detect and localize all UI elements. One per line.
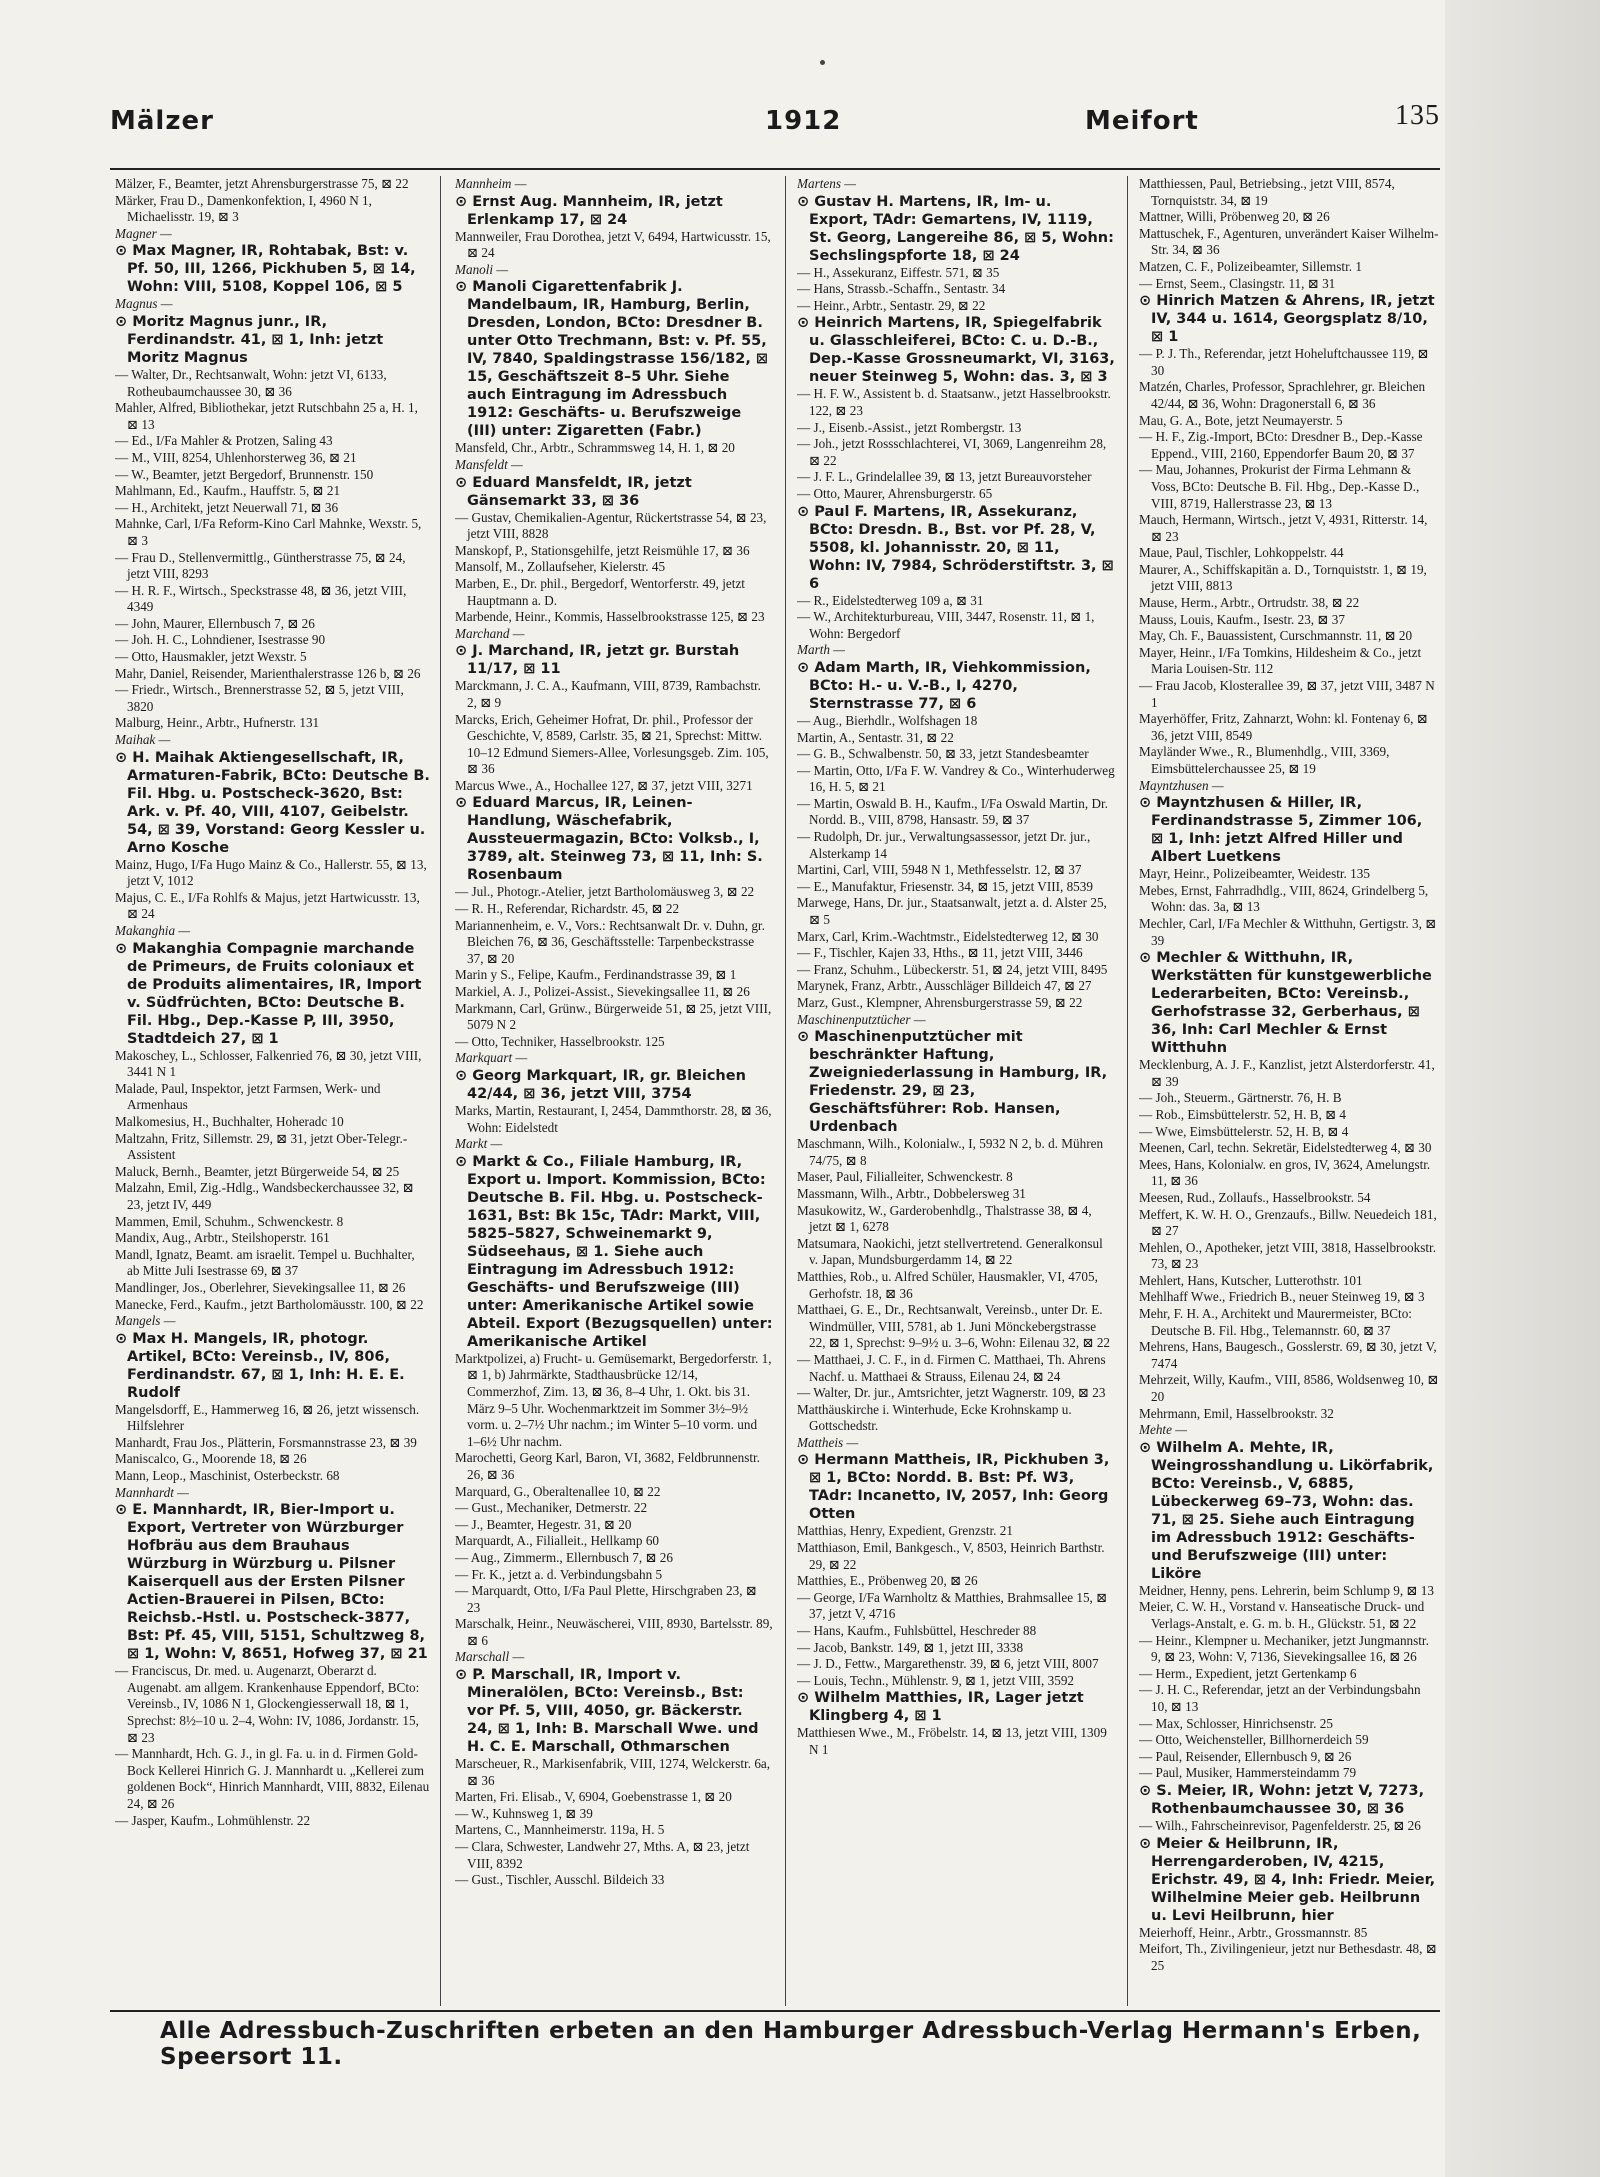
directory-entry: Maschinenputztücher — [797, 1011, 926, 1027]
directory-entry: Mehr, F. H. A., Architekt und Maurermeister, BCto: Deutsche B. Fil. Hbg., Telemannstr. 60, ⊠ 37 [1139, 1306, 1412, 1338]
directory-entry: Manskopf, P., Stationsgehilfe, jetzt Reismühle 17, ⊠ 36 [455, 542, 750, 558]
directory-entry: Matsumara, Naokichi, jetzt stellvertretend. Generalkonsul v. Japan, Mundsburgerdamm 14, ⊠ 22 [797, 1235, 1103, 1268]
directory-entry: Mandl, Ignatz, Beamt. am israelit. Tempel u. Buchhalter, ab Mitte Juli Isestrasse 69, ⊠ 37 [115, 1246, 415, 1279]
directory-entry: — Otto, Hausmakler, jetzt Wexstr. 5 [115, 649, 307, 665]
directory-entry: Magnus — [115, 296, 173, 312]
directory-entry: Maurer, A., Schiffskapitän a. D., Tornquiststr. 1, ⊠ 19, jetzt VIII, 8813 [1139, 561, 1427, 594]
directory-entry: — W., Kuhnsweg 1, ⊠ 39 [455, 1805, 593, 1821]
directory-entry: ⊙ P. Marschall, IR, Import v. Mineralölen, BCto: Vereinsb., Bst: vor Pf. 5, VIII, 4050, gr. Bäckerstr. 24, ⊠ 1, Inh: B. Marschall Wwe. und H. C. E. Marschall, Othmarschen [455, 1667, 759, 1756]
directory-entry: — H., Architekt, jetzt Neuerwall 71, ⊠ 36 [115, 499, 339, 515]
directory-entry: Manecke, Ferd., Kaufm., jetzt Bartholomäusstr. 100, ⊠ 22 [115, 1296, 424, 1312]
directory-entry: Matthaei, G. E., Dr., Rechtsanwalt, Vereinsb., unter Dr. E. Windmüller, VIII, 5781, ab 1. Juni Mönckebergstrasse 22, ⊠ 1, Sprechst: 9–9½ u. 3–6, Wohn: Eilenau 32, ⊠ 22 [797, 1302, 1111, 1351]
header-left-keyword: Mälzer [110, 106, 214, 136]
directory-entry: Markt — [455, 1136, 503, 1152]
directory-entry: ⊙ Paul F. Martens, IR, Assekuranz, BCto: Dresdn. B., Bst. vor Pf. 28, V, 5508, kl. Johannisstr. 20, ⊠ 11, Wohn: IV, 7984, Schröderstiftstr. 3, ⊠ 6 [797, 503, 1114, 592]
directory-entry: ⊙ Gustav H. Martens, IR, Im- u. Export, TAdr: Gemartens, IV, 1119, St. Georg, Langereihe 86, ⊠ 5, Wohn: Sechslingspforte 18, ⊠ 24 [797, 193, 1114, 264]
directory-entry: Makoschey, L., Schlosser, Falkenried 76, ⊠ 30, jetzt VIII, 3441 N 1 [115, 1047, 422, 1080]
directory-entry: Mandix, Aug., Arbtr., Steilshoperstr. 161 [115, 1230, 330, 1246]
directory-entry: ⊙ Hinrich Matzen & Ahrens, IR, jetzt IV, 344 u. 1614, Georgsplatz 8/10, ⊠ 1 [1139, 293, 1435, 346]
directory-entry: — Martin, Otto, I/Fa F. W. Vandrey & Co., Winterhuderweg 16, H. 5, ⊠ 21 [797, 762, 1115, 795]
directory-entry: Mälzer, F., Beamter, jetzt Ahrensburgerstrasse 75, ⊠ 22 [115, 176, 409, 191]
directory-entry: Maue, Paul, Tischler, Lohkoppelstr. 44 [1139, 545, 1344, 561]
directory-entry: Maser, Paul, Filialleiter, Schwenckestr. 8 [797, 1169, 1013, 1185]
directory-entry: ⊙ Eduard Mansfeldt, IR, jetzt Gänsemarkt 33, ⊠ 36 [455, 474, 692, 509]
directory-entry: — H. F. W., Assistent b. d. Staatsanw., jetzt Hasselbrookstr. 122, ⊠ 23 [797, 386, 1111, 418]
directory-entry: Matzen, C. F., Polizeibeamter, Sillemstr. 1 [1139, 258, 1362, 274]
directory-entry: Marz, Gust., Klempner, Ahrensburgerstrasse 59, ⊠ 22 [797, 995, 1083, 1010]
directory-entry: Mattheis — [797, 1434, 859, 1450]
directory-entry: — Rob., Eimsbüttelerstr. 52, H. B, ⊠ 4 [1139, 1106, 1347, 1122]
directory-entry: — W., Beamter, jetzt Bergedorf, Brunnenstr. 150 [115, 466, 374, 482]
directory-entry: Mannheim — [455, 176, 527, 191]
directory-entry: — John, Maurer, Ellernbusch 7, ⊠ 26 [115, 615, 315, 631]
directory-entry: Matthiason, Emil, Bankgesch., V, 8503, Heinrich Barthstr. 29, ⊠ 22 [797, 1540, 1105, 1572]
directory-entry: — E., Manufaktur, Friesenstr. 34, ⊠ 15, jetzt VIII, 8539 [797, 878, 1093, 894]
publisher-footer: Alle Adressbuch-Zuschriften erbeten an den Hamburger Adressbuch-Verlag Hermann's Erben, Speersort 11. [160, 2018, 1422, 2070]
directory-entry: Marchand — [455, 625, 525, 641]
directory-entry: Mattuschek, F., Agenturen, unverändert Kaiser Wilhelm-Str. 34, ⊠ 36 [1139, 225, 1439, 258]
directory-entry: Massmann, Wilh., Arbtr., Dobbelersweg 31 [797, 1185, 1026, 1201]
directory-entry: — Max, Schlosser, Hinrichsenstr. 25 [1139, 1715, 1333, 1731]
directory-entry: Marochetti, Georg Karl, Baron, VI, 3682, Feldbrunnenstr. 26, ⊠ 36 [455, 1450, 760, 1482]
directory-entry: — Joh., jetzt Rossschlachterei, VI, 3069, Langenreihm 28, ⊠ 22 [797, 436, 1107, 468]
directory-entry: ⊙ Hermann Mattheis, IR, Pickhuben 3, ⊠ 1, BCto: Nordd. B. Bst: Pf. W3, TAdr: Incanetto, IV, 2057, Inh: Georg Otten [797, 1452, 1110, 1523]
directory-entry: Mehrens, Hans, Baugesch., Gosslerstr. 69, ⊠ 30, jetzt V, 7474 [1139, 1339, 1437, 1371]
directory-entry: — Herm., Expedient, jetzt Gertenkamp 6 [1139, 1665, 1357, 1681]
directory-entry: — Mannhardt, Hch. G. J., in gl. Fa. u. in d. Firmen Gold-Bock Kellerei Hinrich G. J. Mannhardt u. „Kellerei zum goldenen Bock“, Hinrich Mannhardt, VIII, 8832, Eilenau 24, ⊠ 26 [115, 1746, 430, 1811]
directory-entry: — Hans, Kaufm., Fuhlsbüttel, Heschrеder 88 [797, 1623, 1037, 1639]
directory-entry: Mahler, Alfred, Bibliothekar, jetzt Rutschbahn 25 a, H. 1, ⊠ 13 [115, 400, 418, 432]
directory-entry: — Jacob, Bankstr. 149, ⊠ 1, jetzt III, 3338 [797, 1639, 1024, 1655]
directory-entry: — Walter, Dr., Rechtsanwalt, Wohn: jetzt VI, 6133, Rotheubaumchaussee 30, ⊠ 36 [115, 366, 387, 399]
directory-entry: — Louis, Techn., Mühlenstr. 9, ⊠ 1, jetzt VIII, 3592 [797, 1672, 1075, 1688]
directory-entry: Markmann, Carl, Grünw., Bürgerweide 51, ⊠ 25, jetzt VIII, 5079 N 2 [455, 1000, 772, 1033]
directory-entry: Meenen, Carl, techn. Sekretär, Eidelstedterweg 4, ⊠ 30 [1139, 1140, 1432, 1156]
directory-entry: ⊙ Wilhelm Matthies, IR, Lager jetzt Klingberg 4, ⊠ 1 [797, 1690, 1084, 1725]
directory-entry: Mahlmann, Ed., Kaufm., Hauffstr. 5, ⊠ 21 [115, 483, 341, 499]
directory-entry: Mansfeldt — [455, 456, 523, 472]
header-right-keyword: Meifort [1085, 106, 1199, 136]
directory-entry: Marth — [797, 642, 845, 658]
directory-entry: Mayerhöffer, Fritz, Zahnarzt, Wohn: kl. Fontenay 6, ⊠ 36, jetzt VIII, 8549 [1139, 711, 1428, 743]
directory-entry: Marschalk, Heinr., Neuwäscherei, VIII, 8930, Bartelsstr. 89, ⊠ 6 [455, 1616, 773, 1648]
directory-entry: Matthäuskirche i. Winterhude, Ecke Krohnskamp u. Gottschedstr. [797, 1401, 1072, 1434]
directory-entry: — Wilh., Fahrscheinrevisor, Pagenfelderstr. 25, ⊠ 26 [1139, 1817, 1421, 1833]
directory-entry: Mehlen, O., Apotheker, jetzt VIII, 3818, Hasselbrookstr. 73, ⊠ 23 [1139, 1239, 1436, 1272]
directory-entry: — Paul, Reisender, Ellernbusch 9, ⊠ 26 [1139, 1748, 1352, 1764]
directory-entry: — W., Architekturbureau, VIII, 3447, Rosenstr. 11, ⊠ 1, Wohn: Bergedorf [797, 609, 1095, 641]
directory-entry: — Mau, Johannes, Prokurist der Firma Lehmann & Voss, BCto: Deutsche B. Fil. Hbg., Dep.-Kasse D., VIII, 8719, Hallerstrasse 23, ⊠ 13 [1139, 462, 1420, 511]
directory-entry: ⊙ Heinrich Martens, IR, Spiegelfabrik u. Glasschleiferei, BCto: C. u. D.-B., Dep.-Kasse Grossneumarkt, VI, 3163, neuer Steinweg 5, Wohn: das. 3, ⊠ 3 [797, 315, 1115, 386]
directory-entry: ⊙ Max Magner, IR, Rohtabak, Bst: v. Pf. 50, III, 1266, Pickhuben 5, ⊠ 14, Wohn: VIII, 5108, Koppel 106, ⊠ 5 [115, 243, 416, 296]
directory-entry: — Otto, Maurer, Ahrensburgerstr. 65 [797, 485, 993, 501]
directory-entry: Marckmann, J. C. A., Kaufmann, VIII, 8739, Rambachstr. 2, ⊠ 9 [455, 678, 761, 710]
directory-entry: Martini, Carl, VIII, 5948 N 1, Methfesselstr. 12, ⊠ 37 [797, 862, 1082, 878]
directory-entry: Marks, Martin, Restaurant, I, 2454, Dammthorstr. 28, ⊠ 36, Wohn: Eidelstedt [455, 1103, 772, 1135]
directory-entry: Malzahn, Emil, Zig.-Hdlg., Wandsbeckerchaussee 32, ⊠ 23, jetzt IV, 449 [115, 1180, 414, 1212]
directory-entry: Mehte — [1139, 1422, 1187, 1438]
directory-entry: — Jasper, Kaufm., Lohmühlenstr. 22 [115, 1812, 311, 1828]
directory-entry: Mayer, Heinr., I/Fa Tomkins, Hildesheim & Co., jetzt Maria Louisen-Str. 112 [1139, 644, 1422, 677]
directory-entry: ⊙ Manoli Cigarettenfabrik J. Mandelbaum, IR, Hamburg, Berlin, Dresden, London, BCto: Dresdner B. unter Otto Trechmann, Bst: v. Pf. 55, IV, 7840, Spaldingstrasse 156/182, ⊠ 15, Geschäftszeit 8–5 Uhr. Siehe auch Eintragung im Adressbuch 1912: Geschäfts- u. Berufszweige (III) unter: Zigaretten (Fabr.) [455, 279, 769, 440]
directory-entry: — Paul, Musiker, Hammersteindamm 79 [1139, 1765, 1357, 1781]
directory-entry: Maschmann, Wilh., Kolonialw., I, 5932 N 2, b. d. Mühren 74/75, ⊠ 8 [797, 1136, 1104, 1168]
directory-entry: Mehlert, Hans, Kutscher, Lutterothstr. 101 [1139, 1272, 1363, 1288]
directory-entry: Meffert, K. W. H. O., Grenzaufs., Billw. Neuedeich 181, ⊠ 27 [1139, 1206, 1437, 1239]
directory-entry: Malade, Paul, Inspektor, jetzt Farmsen, Werk- und Armenhaus [115, 1080, 381, 1113]
directory-entry: — Hans, Strassb.-Schaffn., Sentastr. 34 [797, 281, 1006, 297]
directory-entry: Marscheuer, R., Markisenfabrik, VIII, 1274, Welckerstr. 6a, ⊠ 36 [455, 1756, 771, 1788]
directory-entry: — Ernst, Seem., Clasingstr. 11, ⊠ 31 [1139, 275, 1336, 291]
directory-entry: ⊙ Adam Marth, IR, Viehkommission, BCto: H.- u. V.-B., I, 4270, Sternstrasse 77, ⊠ 6 [797, 659, 1091, 712]
directory-entry: Manoli — [455, 261, 509, 277]
directory-entry: — H., Assekuranz, Eiffestr. 571, ⊠ 35 [797, 264, 1000, 280]
page-number: 135 [1395, 100, 1440, 131]
directory-entry: Marben, E., Dr. phil., Bergedorf, Wentorferstr. 49, jetzt Hauptmann a. D. [455, 575, 745, 608]
directory-entry: — Marquardt, Otto, I/Fa Paul Plette, Hirschgraben 23, ⊠ 23 [455, 1583, 757, 1615]
directory-entry: Mehlhaff Wwe., Friedrich B., neuer Steinweg 19, ⊠ 3 [1139, 1289, 1425, 1305]
directory-entry: Markquart — [455, 1050, 528, 1066]
directory-entry: — Otto, Weichensteller, Billhornerdeich 59 [1139, 1732, 1369, 1748]
directory-entry: Mees, Hans, Kolonialw. en gros, IV, 3624, Amelungstr. 11, ⊠ 36 [1139, 1156, 1431, 1189]
directory-entry: — J. F. L., Grindelallee 39, ⊠ 13, jetzt Bureauvorsteher [797, 469, 1092, 485]
directory-entry: Mangelsdorff, E., Hammerweg 16, ⊠ 26, jetzt wissensch. Hilfslehrer [115, 1401, 420, 1434]
directory-entry: — G. B., Schwalbenstr. 50, ⊠ 33, jetzt Standesbeamter [797, 746, 1089, 762]
directory-entry: Mangels — [115, 1313, 176, 1329]
directory-entry: Mechler, Carl, I/Fa Mechler & Witthuhn, Gertigstr. 3, ⊠ 39 [1139, 915, 1437, 948]
directory-entry: Mehrmann, Emil, Hasselbrookstr. 32 [1139, 1405, 1334, 1421]
directory-entry: ⊙ Moritz Magnus junr., IR, Ferdinandstr. 41, ⊠ 1, Inh: jetzt Moritz Magnus [115, 313, 384, 366]
directory-entry: — Matthaei, J. C. F., in d. Firmen C. Matthaei, Th. Ahrens Nachf. u. Matthaei & Strauss, Eilenau 24, ⊠ 24 [797, 1351, 1106, 1384]
directory-entry: — Frau D., Stellenvermittlg., Güntherstrasse 75, ⊠ 24, jetzt VIII, 8293 [115, 549, 406, 582]
directory-entry: Marx, Carl, Krim.-Wachtmstr., Eidelstedterweg 12, ⊠ 30 [797, 928, 1099, 944]
directory-entry: ⊙ H. Maihak Aktiengesellschaft, IR, Armaturen-Fabrik, BCto: Deutsche B. Fil. Hbg. u. Postscheck-3620, Bst: Ark. v. Pf. 40, VIII, 4107, Geibelstr. 54, ⊠ 39, Vorstand: Georg Kessler u. Arno Kosche [115, 749, 430, 856]
directory-entry: — Joh. H. C., Lohndiener, Isestrasse 90 [115, 632, 326, 648]
directory-entry: Malkomesius, H., Buchhalter, Hoheradc 10 [115, 1113, 344, 1129]
directory-entry: Mau, G. A., Bote, jetzt Neumayerstr. 5 [1139, 412, 1343, 428]
page-header [110, 100, 1440, 160]
directory-entry: ⊙ Maschinenputztücher mit beschränkter Haftung, Zweigniederlassung in Hamburg, IR, Friedenstr. 29, ⊠ 23, Geschäftsführer: Rob. Hansen, Urdenbach [797, 1029, 1108, 1136]
directory-entry: ⊙ E. Mannhardt, IR, Bier-Import u. Export, Vertreter von Würzburger Hofbräu aus dem Brauhaus Würzburg in Würzburg u. Pilsner Kaiserquell aus der Ersten Pilsner Actien-Brauerei in Pilsen, BCto: Reichsb.-Hstl. u. Postscheck-3877, Bst: Pf. 45, VIII, 5151, Schultzweg 8, ⊠ 1, Wohn: V, 8651, Hofweg 37, ⊠ 21 [115, 1502, 428, 1663]
directory-entry: Matzén, Charles, Professor, Sprachlehrer, gr. Bleichen 42/44, ⊠ 36, Wohn: Dragonerstall 6, ⊠ 36 [1139, 379, 1426, 411]
directory-entry: Maluck, Bernh., Beamter, jetzt Bürgerweide 54, ⊠ 25 [115, 1163, 400, 1179]
directory-entry: Marcus Wwe., A., Hochallee 127, ⊠ 37, jetzt VIII, 3271 [455, 777, 753, 793]
directory-entry: Marschall — [455, 1649, 525, 1665]
directory-entry: Mansfeld, Chr., Arbtr., Schrammsweg 14, H. 1, ⊠ 20 [455, 440, 735, 456]
directory-entry: — J., Beamter, Hegestr. 31, ⊠ 20 [455, 1516, 632, 1532]
directory-entry: Mammen, Emil, Schuhm., Schwenckestr. 8 [115, 1213, 344, 1229]
directory-entry: — R. H., Referendar, Richardstr. 45, ⊠ 22 [455, 901, 680, 917]
directory-entry: — J. H. C., Referendar, jetzt an der Verbindungsbahn 10, ⊠ 13 [1139, 1682, 1421, 1714]
directory-entry: — J., Eisenb.-Assist., jetzt Rombergstr. 13 [797, 419, 1022, 435]
directory-column-1 [115, 176, 430, 2006]
directory-entry: — Joh., Steuerm., Gärtnerstr. 76, H. B [1139, 1090, 1342, 1106]
directory-entry: — F., Tischler, Kajen 33, Hths., ⊠ 11, jetzt VIII, 3446 [797, 945, 1083, 961]
directory-entry: ⊙ Georg Markquart, IR, gr. Bleichen 42/44, ⊠ 36, jetzt VIII, 3754 [455, 1068, 746, 1102]
directory-entry: Markiel, A. J., Polizei-Assist., Sievekingsallee 11, ⊠ 26 [455, 984, 750, 1000]
directory-entry: Masukowitz, W., Garderobenhdlg., Thalstrasse 38, ⊠ 4, jetzt ⊠ 1, 6278 [797, 1202, 1092, 1235]
directory-entry: Mauch, Hermann, Wirtsch., jetzt V, 4931, Ritterstr. 14, ⊠ 23 [1139, 512, 1428, 544]
directory-entry: Mahnke, Carl, I/Fa Reform-Kino Carl Mahnke, Wexstr. 5, ⊠ 3 [115, 516, 422, 548]
directory-entry: Mebes, Ernst, Fahrradhdlg., VIII, 8624, Grindelberg 5, Wohn: das. 3a, ⊠ 13 [1139, 882, 1429, 915]
directory-entry: Marten, Fri. Elisab., V, 6904, Goebenstrasse 1, ⊠ 20 [455, 1789, 732, 1805]
directory-entry: ⊙ Markt & Co., Filiale Hamburg, IR, Export u. Import. Kommission, BCto: Deutsche B. Fil. Hbg. u. Postscheck-1631, Bst: Bk 15c, TAdr: Markt, VIII, 5825–5827, Schweinemarkt 9, Südseehaus, ⊠ 1. Siehe auch Eintragung im Adressbuch 1912: Geschäfts- und Berufszweige (III) unter: Amerikanische Artikel sowie Abteil. Export (Bezugsquellen) unter: Amerikanische Artikel [455, 1153, 773, 1350]
directory-entry: — Heinr., Klempner u. Mechaniker, jetzt Jungmannstr. 9, ⊠ 23, Wohn: V, 7136, Sievekingsallee 16, ⊠ 26 [1139, 1632, 1429, 1665]
directory-entry: — H. R. F., Wirtsch., Speckstrasse 48, ⊠ 36, jetzt VIII, 4349 [115, 582, 407, 615]
directory-entry: Marbende, Heinr., Kommis, Hasselbrookstrasse 125, ⊠ 23 [455, 609, 765, 625]
directory-entry: — Friedr., Wirtsch., Brennerstrasse 52, ⊠ 5, jetzt VIII, 3820 [115, 682, 404, 714]
directory-entry: — P. J. Th., Referendar, jetzt Hoheluftchaussee 119, ⊠ 30 [1139, 346, 1429, 378]
header-rule [110, 168, 1440, 170]
directory-entry: — Fr. K., jetzt a. d. Verbindungsbahn 5 [455, 1566, 663, 1582]
directory-entry: — Frau Jacob, Klosterallee 39, ⊠ 37, jetzt VIII, 3487 N 1 [1139, 678, 1435, 710]
directory-entry: Maihak — [115, 732, 171, 748]
directory-entry: Mariannenheim, e. V., Vors.: Rechtsanwalt Dr. v. Duhn, gr. Bleichen 76, ⊠ 36, Geschäftsstelle: Tarpenbeckstrasse 37, ⊠ 20 [455, 917, 765, 966]
directory-entry: — Ed., I/Fa Mahler & Protzen, Saling 43 [115, 433, 333, 449]
directory-entry: — Aug., Zimmerm., Ellernbusch 7, ⊠ 26 [455, 1549, 673, 1565]
directory-entry: Marcks, Erich, Geheimer Hofrat, Dr. phil., Professor der Geschichte, V, 8589, Carlstr. 35, ⊠ 21, Sprechst: Mittw. 10–12 Edmund Siemers-Allee, Vorlesungsgeb. Zim. 105, ⊠ 36 [455, 711, 769, 777]
directory-entry: Mandlinger, Jos., Oberlehrer, Sievekingsallee 11, ⊠ 26 [115, 1279, 406, 1295]
directory-entry: ⊙ Mechler & Witthuhn, IR, Werkstätten für kunstgewerbliche Lederarbeiten, BCto: Vereinsb., Gerhofstrasse 32, Gerberhaus, ⊠ 36, Inh: Carl Mechler & Ernst Witthuhn [1139, 950, 1432, 1057]
directory-entry: Martin, A., Sentastr. 31, ⊠ 22 [797, 729, 954, 745]
directory-entry: ⊙ Ernst Aug. Mannheim, IR, jetzt Erlenkamp 17, ⊠ 24 [455, 193, 723, 228]
directory-entry: Mainz, Hugo, I/Fa Hugo Mainz & Co., Hallerstr. 55, ⊠ 13, jetzt V, 1012 [115, 856, 427, 889]
directory-entry: Malburg, Heinr., Arbtr., Hufnerstr. 131 [115, 715, 320, 731]
directory-entry: Mecklenburg, A. J. F., Kanzlist, jetzt Alsterdorferstr. 41, ⊠ 39 [1139, 1057, 1435, 1089]
directory-entry: Magner — [115, 225, 172, 241]
directory-entry: Mahr, Daniel, Reisender, Marienthalerstrasse 126 b, ⊠ 26 [115, 665, 421, 681]
directory-entry: Marwege, Hans, Dr. jur., Staatsanwalt, jetzt a. d. Alster 25, ⊠ 5 [797, 895, 1107, 928]
directory-entry: — Franciscus, Dr. med. u. Augenarzt, Oberarzt d. Augenabt. am allgem. Krankenhause Eppendorf, BCto: Vereinsb., IV, 1086 N 1, Glockengiesserwall 18, ⊠ 1, Sprechst: 8½–10 u. 2–4, Wohn: IV, 1086, Jordanstr. 15, ⊠ 23 [115, 1663, 420, 1745]
ink-dot [820, 60, 825, 65]
directory-entry: Maltzahn, Fritz, Sillemstr. 29, ⊠ 31, jetzt Ober-Telegr.-Assistent [115, 1130, 408, 1163]
directory-entry: Mause, Herm., Arbtr., Ortrudstr. 38, ⊠ 22 [1139, 595, 1360, 611]
directory-entry: — Aug., Bierhdlr., Wolfshagen 18 [797, 712, 978, 728]
footer-rule [110, 2010, 1440, 2012]
directory-entry: — M., VIII, 8254, Uhlenhorsterweg 36, ⊠ 21 [115, 449, 357, 465]
directory-entry: Matthias, Henry, Expedient, Grenzstr. 21 [797, 1523, 1013, 1539]
directory-entry: Matthiessen, Paul, Betriebsing., jetzt VIII, 8574, Tornquiststr. 34, ⊠ 19 [1139, 176, 1395, 208]
directory-entry: Meier, C. W. H., Vorstand v. Hanseatische Druck- und Verlags-Anstalt, e. G. m. b. H., Glückstr. 51, ⊠ 22 [1139, 1599, 1425, 1631]
directory-entry: — Wwe, Eimsbüttelerstr. 52, H. B, ⊠ 4 [1139, 1123, 1349, 1139]
directory-entry: Mattner, Willi, Pröbenweg 20, ⊠ 26 [1139, 209, 1330, 225]
directory-entry: ⊙ S. Meier, IR, Wohn: jetzt V, 7273, Rothenbaumchaussee 30, ⊠ 36 [1139, 1782, 1425, 1817]
directory-entry: — Martin, Oswald B. H., Kaufm., I/Fa Oswald Martin, Dr. Nordd. B., VIII, 8798, Hansastr. 59, ⊠ 37 [797, 795, 1108, 828]
directory-entry: Mauss, Louis, Kaufm., Isestr. 23, ⊠ 37 [1139, 611, 1345, 627]
directory-entry: Mannhardt — [115, 1484, 189, 1500]
directory-entry: Meifort, Th., Zivilingenieur, jetzt nur Bethesdastr. 48, ⊠ 25 [1139, 1941, 1437, 1973]
directory-entry: Meidner, Henny, pens. Lehrerin, beim Schlump 9, ⊠ 13 [1139, 1582, 1434, 1598]
directory-entry: Mayr, Heinr., Polizeibeamter, Weidestr. 135 [1139, 866, 1370, 882]
directory-entry: — H. F., Zig.-Import, BCto: Dresdner B., Dep.-Kasse Eppend., VIII, 2160, Eppendorfer Baum 20, ⊠ 37 [1139, 429, 1423, 461]
header-year: 1912 [765, 106, 842, 136]
directory-column-3 [797, 176, 1115, 2006]
directory-entry: ⊙ Makanghia Compagnie marchande de Primeurs, de Fruits coloniaux et de Produits alimentaires, IR, Import v. Südfrüchten, BCto: Deutsche B. Fil. Hbg., Dep.-Kasse P, III, 3950, Stadtdeich 27, ⊠ 1 [115, 940, 422, 1047]
directory-entry: ⊙ Mayntzhusen & Hiller, IR, Ferdinandstrasse 5, Zimmer 106, ⊠ 1, Inh: jetzt Alfred Hiller und Albert Luetkens [1139, 795, 1423, 866]
directory-entry: — Gust., Mechaniker, Detmerstr. 22 [455, 1500, 648, 1516]
directory-entry: — Franz, Schuhm., Lübeckerstr. 51, ⊠ 24, jetzt VIII, 8495 [797, 961, 1108, 977]
directory-entry: Makanghia — [115, 923, 191, 938]
directory-entry: — Clara, Schwester, Landwehr 27, Mths. A, ⊠ 23, jetzt VIII, 8392 [455, 1839, 750, 1871]
directory-entry: Manhardt, Frau Jos., Plätterin, Forsmannstrasse 23, ⊠ 39 [115, 1434, 417, 1450]
directory-entry: Marin y S., Felipe, Kaufm., Ferdinandstrasse 39, ⊠ 1 [455, 967, 737, 983]
directory-entry: Maniscalco, G., Moorende 18, ⊠ 26 [115, 1451, 307, 1467]
directory-entry: — Rudolph, Dr. jur., Verwaltungsassessor, jetzt Dr. jur., Alsterkamp 14 [797, 829, 1091, 861]
directory-entry: — Jul., Photogr.-Atelier, jetzt Bartholomäusweg 3, ⊠ 22 [455, 884, 755, 900]
directory-entry: Mansolf, M., Zollaufseher, Kielerstr. 45 [455, 559, 666, 575]
page-edge [1445, 0, 1600, 2177]
directory-entry: Mannweiler, Frau Dorothea, jetzt V, 6494, Hartwicusstr. 15, ⊠ 24 [455, 228, 771, 261]
directory-entry: Martens — [797, 176, 856, 191]
directory-entry: ⊙ J. Marchand, IR, jetzt gr. Burstah 11/17, ⊠ 11 [455, 643, 740, 678]
directory-entry: — George, I/Fa Warnholtz & Matthies, Brahmsallee 15, ⊠ 37, jetzt V, 4716 [797, 1589, 1108, 1622]
directory-entry: May, Ch. F., Bauassistent, Curschmannstr. 11, ⊠ 20 [1139, 628, 1413, 644]
directory-entry: Meierhoff, Heinr., Arbtr., Grossmannstr. 85 [1139, 1924, 1368, 1940]
directory-entry: Matthies, Rob., u. Alfred Schüler, Hausmakler, VI, 4705, Gerhofstr. 18, ⊠ 36 [797, 1268, 1098, 1301]
directory-entry: ⊙ Max H. Mangels, IR, photogr. Artikel, BCto: Vereinsb., IV, 806, Ferdinandstr. 67, ⊠ 1, Inh: H. E. E. Rudolf [115, 1330, 405, 1401]
directory-entry: — R., Eidelstedterweg 109 a, ⊠ 31 [797, 592, 984, 608]
directory-entry: — Heinr., Arbtr., Sentastr. 29, ⊠ 22 [797, 297, 986, 313]
directory-entry: — J. D., Fettw., Margarethenstr. 39, ⊠ 6, jetzt VIII, 8007 [797, 1656, 1099, 1672]
directory-entry: Marktpolizei, a) Frucht- u. Gemüsemarkt, Bergedorferstr. 1, ⊠ 1, b) Jahrmärkte, Stadthausbrücke 12/14, Commerzhof, Zim. 13, ⊠ 36, 8–4 Uhr, 1. Okt. bis 31. März 9–5 Uhr. Wochenmarktzeit im Sommer 3½–9½ vorm. u. 2–7½ Uhr nachm.; im Winter 5–10 vorm. und 1–6½ Uhr nachm. [455, 1350, 772, 1449]
directory-entry: Märker, Frau D., Damenkonfektion, I, 4960 N 1, Michaelisstr. 19, ⊠ 3 [115, 192, 372, 225]
directory-column-4 [1139, 176, 1439, 2006]
directory-entry: — Walter, Dr. jur., Amtsrichter, jetzt Wagnerstr. 109, ⊠ 23 [797, 1385, 1106, 1401]
directory-entry: — Gustav, Chemikalien-Agentur, Rückertstrasse 54, ⊠ 23, jetzt VIII, 8828 [455, 509, 767, 542]
directory-entry: Mayntzhusen — [1139, 777, 1224, 793]
directory-entry: ⊙ Meier & Heilbrunn, IR, Herrengarderoben, IV, 4215, Erichstr. 49, ⊠ 4, Inh: Friedr. Meier, Wilhelmine Meier geb. Heilbrunn u. Levi Heilbrunn, hier [1139, 1835, 1436, 1924]
directory-entry: Mayländer Wwe., R., Blumenhdlg., VIII, 3369, Eimsbüttelerchaussee 25, ⊠ 19 [1139, 744, 1390, 776]
directory-entry: Mann, Leop., Maschinist, Osterbeckstr. 68 [115, 1468, 340, 1484]
directory-entry: Mehrzeit, Willy, Kaufm., VIII, 8586, Woldsenweg 10, ⊠ 20 [1139, 1372, 1439, 1405]
directory-entry: Marynek, Franz, Arbtr., Ausschläger Billdeich 47, ⊠ 27 [797, 978, 1092, 994]
directory-entry: ⊙ Eduard Marcus, IR, Leinen-Handlung, Wäschefabrik, Aussteuermagazin, BCto: Volksb., I, 3789, alt. Steinweg 73, ⊠ 11, Inh: S. Rosenbaum [455, 795, 763, 884]
directory-entry: — Gust., Tischler, Ausschl. Bildeich 33 [455, 1872, 665, 1888]
directory-column-2 [455, 176, 773, 2006]
directory-entry: Matthies, E., Pröbenweg 20, ⊠ 26 [797, 1573, 978, 1589]
directory-entry: Martens, C., Mannheimerstr. 119a, H. 5 [455, 1822, 665, 1838]
directory-entry: Marquardt, A., Filialleit., Hellkamp 60 [455, 1533, 660, 1549]
directory-entry: Majus, C. E., I/Fa Rohlfs & Majus, jetzt Hartwicusstr. 13, ⊠ 24 [115, 889, 420, 922]
directory-entry: Matthiesen Wwe., M., Fröbelstr. 14, ⊠ 13, jetzt VIII, 1309 N 1 [797, 1725, 1107, 1757]
directory-entry: Meesen, Rud., Zollaufs., Hasselbrookstr. 54 [1139, 1189, 1371, 1205]
directory-entry: Marquard, G., Oberaltenallee 10, ⊠ 22 [455, 1483, 661, 1499]
directory-entry: — Otto, Techniker, Hasselbrookstr. 125 [455, 1033, 665, 1049]
directory-columns [115, 176, 1440, 2006]
directory-entry: ⊙ Wilhelm A. Mehte, IR, Weingrosshandlung u. Likörfabrik, BCto: Vereinsb., V, 6885, Lübeckerweg 69–73, Wohn: das. 71, ⊠ 25. Siehe auch Eintragung im Adressbuch 1912: Geschäfts- und Berufszweige (III) unter: Liköre [1139, 1439, 1434, 1582]
